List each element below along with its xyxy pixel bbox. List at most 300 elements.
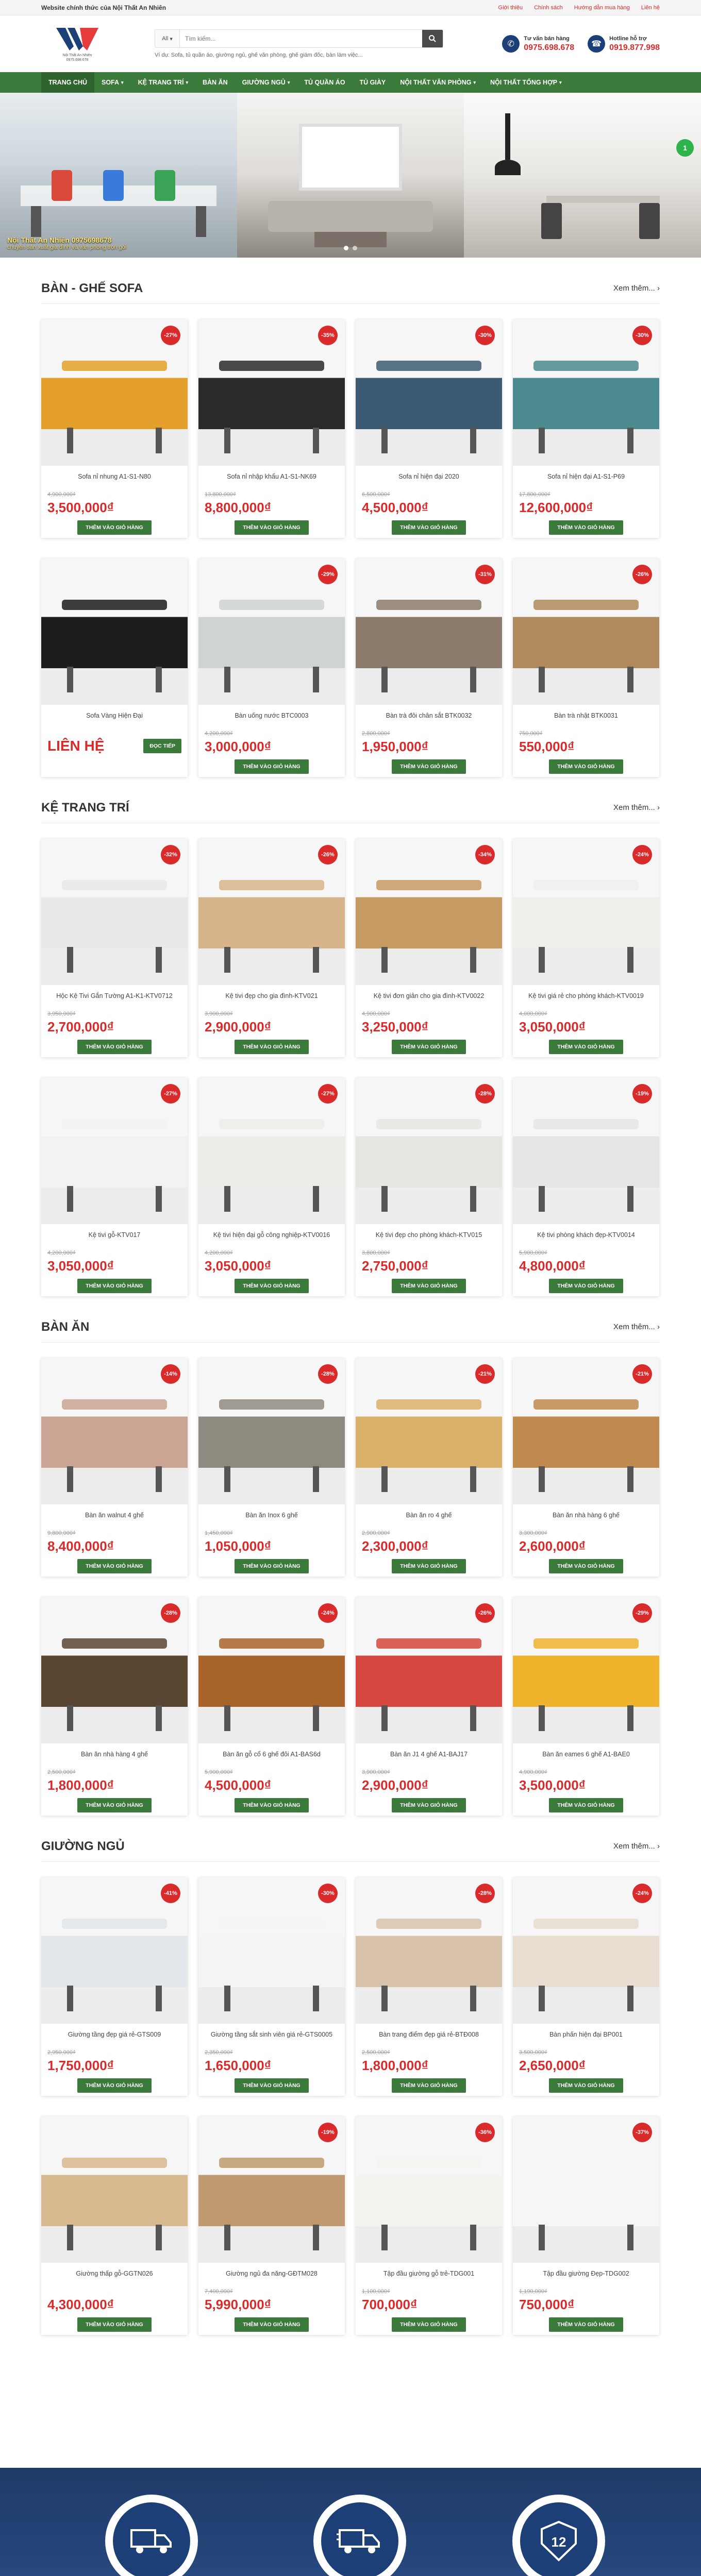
add-to-cart-button[interactable]: THÊM VÀO GIỎ HÀNG: [235, 520, 308, 535]
read-more-button[interactable]: ĐỌC TIẾP: [143, 739, 181, 753]
nav-item-label: KỆ TRANG TRÍ: [138, 79, 184, 86]
nav-item-7[interactable]: [393, 72, 483, 93]
section-title[interactable]: GIƯỜNG NGỦ: [41, 1839, 125, 1853]
product-price: [41, 1769, 188, 1794]
hotline-sales-label: Tư vấn bán hàng: [524, 35, 570, 42]
sale-badge: -36%: [475, 2123, 495, 2142]
search-category-select[interactable]: All ▾: [155, 30, 180, 47]
banner-dots: [344, 246, 357, 250]
product-price: [356, 731, 502, 755]
nav-item-2[interactable]: [131, 72, 195, 93]
product-image[interactable]: [356, 839, 502, 985]
add-to-cart-button[interactable]: THÊM VÀO GIỎ HÀNG: [235, 1040, 308, 1054]
add-to-cart-button[interactable]: THÊM VÀO GIỎ HÀNG: [235, 2078, 308, 2093]
top-link-about[interactable]: Giới thiệu: [498, 5, 523, 11]
product-name[interactable]: Bàn trang điểm đẹp giá rẻ-BTĐ008: [379, 2031, 479, 2038]
view-more-link[interactable]: [613, 803, 660, 812]
product-grid: [41, 1358, 660, 1816]
old-price: 2,800,000₫: [362, 731, 390, 737]
product-image[interactable]: [513, 319, 659, 466]
add-to-cart-button[interactable]: THÊM VÀO GIỎ HÀNG: [77, 1798, 151, 1812]
product-image[interactable]: [513, 1597, 659, 1743]
product-card[interactable]: [513, 1597, 659, 1816]
services-band: [0, 2468, 701, 2576]
old-price: 3,900,000₫: [362, 1769, 390, 1775]
product-image[interactable]: [41, 1358, 188, 1504]
product-name[interactable]: Bàn trà đôi chân sắt BTK0032: [386, 712, 472, 719]
product-price: [513, 2049, 659, 2074]
product-image[interactable]: [356, 1078, 502, 1224]
sale-price: 550,000₫: [519, 739, 575, 754]
old-price: 9,800,000₫: [47, 1530, 76, 1536]
sale-price: 4,300,000₫: [47, 2297, 114, 2312]
add-to-cart-button[interactable]: THÊM VÀO GIỎ HÀNG: [392, 2078, 465, 2093]
chat-badge-count: 1: [683, 144, 687, 152]
chevron-right-icon: ›: [657, 284, 660, 293]
product-name[interactable]: Bàn ăn ro 4 ghế: [406, 1512, 452, 1519]
nav-item-label: TRANG CHỦ: [48, 79, 87, 86]
sale-badge: -28%: [475, 1884, 495, 1903]
add-to-cart-button[interactable]: THÊM VÀO GIỎ HÀNG: [235, 1798, 308, 1812]
add-to-cart-button[interactable]: THÊM VÀO GIỎ HÀNG: [392, 1798, 465, 1812]
product-image[interactable]: [198, 1877, 345, 2024]
product-name[interactable]: Bàn ăn walnut 4 ghế: [85, 1512, 144, 1519]
product-name[interactable]: Giường ngủ đa năng-GĐTM028: [226, 2270, 318, 2277]
old-price: 13,800,000₫: [205, 492, 236, 498]
product-name[interactable]: Kệ tivi gỗ-KTV017: [88, 1231, 141, 1239]
sale-price: 2,650,000₫: [519, 2058, 586, 2073]
banner-image-living: [237, 93, 464, 258]
product-image[interactable]: [356, 1358, 502, 1504]
product-card[interactable]: [198, 839, 345, 1057]
chevron-down-icon: ▾: [559, 79, 562, 85]
banner-caption-sub: chuyên sản xuất gia đình và văn phòng trọn gói: [7, 244, 127, 250]
product-image[interactable]: [41, 1877, 188, 2024]
product-price: [356, 1530, 502, 1555]
banner-caption-title: Nội Thất An Nhiên 0975698678: [7, 236, 112, 244]
product-name[interactable]: Sofa nỉ hiện đại 2020: [398, 473, 459, 480]
product-price: [198, 2049, 345, 2074]
product-card[interactable]: [41, 1597, 188, 1816]
sale-badge: -29%: [632, 1603, 652, 1623]
product-image[interactable]: [198, 839, 345, 985]
product-price: [198, 2289, 345, 2313]
product-image[interactable]: [513, 2116, 659, 2263]
sale-badge: -30%: [475, 326, 495, 345]
nav-item-label: NỘI THẤT TỔNG HỢP: [490, 79, 558, 86]
product-image[interactable]: [513, 1877, 659, 2024]
main-nav: [0, 72, 701, 93]
hotline-support[interactable]: [588, 35, 660, 53]
product-card[interactable]: [356, 319, 502, 538]
product-grid: [41, 839, 660, 1296]
search-icon: [428, 35, 437, 43]
top-link-guide[interactable]: Hướng dẫn mua hàng: [574, 5, 630, 11]
warranty-badge-number: 12: [551, 2534, 566, 2550]
product-section: [41, 792, 660, 1296]
product-card[interactable]: [513, 839, 659, 1057]
nav-item-8[interactable]: [483, 72, 569, 93]
view-more-label: Xem thêm...: [613, 1323, 655, 1331]
chevron-down-icon: ▾: [473, 79, 476, 85]
view-more-link[interactable]: [613, 284, 660, 293]
hotline-support-number: 0919.877.998: [609, 43, 660, 52]
product-name[interactable]: Hộc Kệ Tivi Gắn Tường A1-K1-KTV0712: [56, 992, 173, 999]
product-card[interactable]: [198, 319, 345, 538]
product-image[interactable]: [198, 1078, 345, 1224]
add-to-cart-button[interactable]: THÊM VÀO GIỎ HÀNG: [77, 520, 151, 535]
product-card[interactable]: [41, 1078, 188, 1296]
contact-price[interactable]: LIÊN HỆ: [47, 738, 105, 754]
product-card[interactable]: [513, 558, 659, 777]
product-section: [41, 1312, 660, 1816]
product-image[interactable]: [198, 1358, 345, 1504]
sale-badge: -37%: [632, 2123, 652, 2142]
sale-price: 3,250,000₫: [362, 1019, 429, 1035]
service-delivery: [93, 2495, 210, 2576]
old-price: 3,300,000₫: [519, 1530, 547, 1536]
chevron-right-icon: ›: [657, 1323, 660, 1331]
product-name[interactable]: Kệ tivi đơn giản cho gia đình-KTV0022: [373, 992, 485, 999]
product-card[interactable]: [356, 839, 502, 1057]
old-price: 3,800,000₫: [362, 1250, 390, 1256]
nav-item-1[interactable]: [94, 72, 131, 93]
search-input[interactable]: [180, 30, 422, 47]
sale-price: 3,050,000₫: [47, 1258, 114, 1274]
product-name[interactable]: Tập đầu giường gỗ trẻ-TDG001: [383, 2270, 475, 2277]
hotline-support-label: Hotline hỗ trợ: [609, 35, 647, 42]
product-price: [41, 1530, 188, 1555]
add-to-cart-button[interactable]: THÊM VÀO GIỎ HÀNG: [77, 1279, 151, 1293]
chat-bubble-icon[interactable]: [676, 139, 694, 157]
view-more-label: Xem thêm...: [613, 284, 655, 293]
nav-item-label: BÀN ĂN: [203, 79, 228, 86]
product-name[interactable]: Kệ tivi đẹp cho gia đình-KTV021: [225, 992, 318, 999]
product-name[interactable]: Bàn ăn nhà hàng 6 ghế: [553, 1512, 620, 1519]
product-name[interactable]: Bàn ăn gỗ cổ 6 ghế đôi A1-BAS6d: [223, 1751, 321, 1758]
product-name[interactable]: Bàn uống nước BTC0003: [235, 712, 309, 719]
section-title[interactable]: BÀN ĂN: [41, 1319, 90, 1334]
add-to-cart-button[interactable]: THÊM VÀO GIỎ HÀNG: [392, 1040, 465, 1054]
product-name[interactable]: Bàn ăn eames 6 ghế A1-BAE0: [542, 1751, 630, 1758]
section-header: [41, 1312, 660, 1343]
old-price: 1,100,000₫: [362, 2289, 390, 2295]
section-header: [41, 792, 660, 823]
old-price: [47, 2289, 181, 2297]
add-to-cart-button[interactable]: THÊM VÀO GIỎ HÀNG: [77, 2078, 151, 2093]
old-price: 4,900,000₫: [362, 1011, 390, 1017]
product-card[interactable]: [41, 1358, 188, 1577]
sale-price: 3,500,000₫: [519, 1777, 586, 1793]
product-image[interactable]: [198, 319, 345, 466]
add-to-cart-button[interactable]: THÊM VÀO GIỎ HÀNG: [77, 1559, 151, 1573]
sale-badge: -28%: [475, 1084, 495, 1104]
old-price: 4,200,000₫: [205, 1250, 233, 1256]
product-price: [41, 1011, 188, 1036]
search-box: [155, 29, 443, 48]
product-name[interactable]: Sofa nỉ hiện đại A1-S1-P69: [547, 473, 625, 480]
product-card[interactable]: [41, 319, 188, 538]
hero-banner[interactable]: [0, 93, 701, 258]
sale-badge: -41%: [161, 1884, 180, 1903]
service-warranty: [510, 2495, 608, 2576]
old-price: 4,900,000₫: [519, 1769, 547, 1775]
product-card[interactable]: [513, 1078, 659, 1296]
old-price: 3,500,000₫: [519, 2049, 547, 2056]
product-image[interactable]: [198, 1597, 345, 1743]
view-more-link[interactable]: [613, 1842, 660, 1851]
sale-price: 1,800,000₫: [362, 2058, 429, 2073]
product-image[interactable]: [41, 839, 188, 985]
add-to-cart-button[interactable]: THÊM VÀO GIỎ HÀNG: [77, 1040, 151, 1054]
product-image[interactable]: [41, 558, 188, 705]
product-image[interactable]: [356, 1877, 502, 2024]
product-name[interactable]: Kệ tivi đẹp cho phòng khách-KTV015: [375, 1231, 482, 1239]
product-image[interactable]: [513, 839, 659, 985]
sale-badge: -30%: [632, 326, 652, 345]
chevron-down-icon: ▾: [121, 79, 124, 85]
add-to-cart-button[interactable]: THÊM VÀO GIỎ HÀNG: [392, 1559, 465, 1573]
top-link-policy[interactable]: Chính sách: [534, 5, 563, 11]
product-name[interactable]: Bàn ăn Inox 6 ghế: [245, 1512, 298, 1519]
add-to-cart-button[interactable]: THÊM VÀO GIỎ HÀNG: [235, 759, 308, 774]
product-image[interactable]: [513, 558, 659, 705]
sale-price: 1,650,000₫: [205, 2058, 272, 2073]
old-price: 2,350,000₫: [205, 2049, 233, 2056]
product-price: [198, 492, 345, 516]
add-to-cart-button[interactable]: THÊM VÀO GIỎ HÀNG: [392, 520, 465, 535]
product-name[interactable]: Giường tầng đẹp giá rẻ-GTS009: [68, 2031, 161, 2038]
add-to-cart-button[interactable]: THÊM VÀO GIỎ HÀNG: [549, 1279, 623, 1293]
logo-text: Nội Thất An Nhiên: [62, 54, 92, 57]
product-card[interactable]: [41, 839, 188, 1057]
old-price: 1,450,000₫: [205, 1530, 233, 1536]
product-image[interactable]: [356, 1597, 502, 1743]
old-price: 7,400,000₫: [205, 2289, 233, 2295]
sale-badge: -32%: [161, 845, 180, 865]
add-to-cart-button[interactable]: THÊM VÀO GIỎ HÀNG: [392, 2317, 465, 2332]
headset-icon: ☎: [588, 35, 605, 53]
product-card[interactable]: [356, 1358, 502, 1577]
product-price: [513, 1530, 659, 1555]
nav-item-6[interactable]: [353, 72, 393, 93]
product-name[interactable]: Kệ tivi hiện đại gỗ công nghiệp-KTV0016: [213, 1231, 330, 1239]
sale-badge: -30%: [318, 1884, 338, 1903]
product-image[interactable]: [41, 1078, 188, 1224]
search-button[interactable]: [422, 30, 443, 47]
view-more-label: Xem thêm...: [613, 803, 655, 812]
product-section: [41, 273, 660, 777]
header-hotlines: [502, 35, 660, 53]
nav-item-0[interactable]: [41, 72, 94, 93]
product-name[interactable]: Bàn phấn hiện đại BP001: [549, 2031, 623, 2038]
add-to-cart-button[interactable]: THÊM VÀO GIỎ HÀNG: [549, 759, 623, 774]
old-price: 2,500,000₫: [362, 2049, 390, 2056]
add-to-cart-button[interactable]: THÊM VÀO GIỎ HÀNG: [77, 2317, 151, 2332]
nav-item-label: GIƯỜNG NGỦ: [242, 79, 286, 86]
product-card[interactable]: [41, 1877, 188, 2096]
add-to-cart-button[interactable]: THÊM VÀO GIỎ HÀNG: [549, 520, 623, 535]
sale-badge: -21%: [632, 1364, 652, 1384]
product-image[interactable]: [41, 2116, 188, 2263]
hotline-sales[interactable]: [502, 35, 574, 53]
add-to-cart-button[interactable]: THÊM VÀO GIỎ HÀNG: [235, 1279, 308, 1293]
banner-image-office: [0, 93, 237, 258]
hotline-sales-number: 0975.698.678: [524, 43, 575, 52]
product-image[interactable]: [356, 2116, 502, 2263]
add-to-cart-button[interactable]: THÊM VÀO GIỎ HÀNG: [549, 1040, 623, 1054]
product-card[interactable]: [198, 1597, 345, 1816]
section-title[interactable]: BÀN - GHẾ SOFA: [41, 281, 143, 295]
product-name[interactable]: Giường thấp gỗ-GGTN026: [76, 2270, 153, 2277]
sale-badge: -26%: [475, 1603, 495, 1623]
product-card[interactable]: [198, 1078, 345, 1296]
install-truck-icon: [313, 2495, 406, 2576]
old-price: 1,190,000₫: [519, 2289, 547, 2295]
old-price: 750,000₫: [519, 731, 543, 737]
sale-badge: -24%: [318, 1603, 338, 1623]
product-card[interactable]: [198, 558, 345, 777]
product-price: [41, 2049, 188, 2074]
add-to-cart-button[interactable]: THÊM VÀO GIỎ HÀNG: [549, 2078, 623, 2093]
product-name[interactable]: Sofa nỉ nhung A1-S1-N80: [78, 473, 151, 480]
product-image[interactable]: [198, 2116, 345, 2263]
view-more-label: Xem thêm...: [613, 1842, 655, 1851]
site-header: [0, 15, 701, 72]
product-name[interactable]: Bàn ăn J1 4 ghế A1-BAJ17: [390, 1751, 468, 1758]
old-price: 4,200,000₫: [47, 1250, 76, 1256]
product-image[interactable]: [41, 319, 188, 466]
product-image[interactable]: [198, 558, 345, 705]
add-to-cart-button[interactable]: THÊM VÀO GIỎ HÀNG: [549, 1798, 623, 1812]
product-section: [41, 1831, 660, 2335]
old-price: 3,900,000₫: [205, 1011, 233, 1017]
product-card[interactable]: [356, 1597, 502, 1816]
chevron-down-icon: ▾: [186, 79, 188, 85]
old-price: 2,900,000₫: [362, 1530, 390, 1536]
sale-price: 4,800,000₫: [519, 1258, 586, 1274]
product-name[interactable]: Kệ tivi phòng khách đẹp-KTV0014: [537, 1231, 635, 1239]
product-price: [198, 1530, 345, 1555]
sale-badge: -19%: [318, 2123, 338, 2142]
sale-price: 2,750,000₫: [362, 1258, 429, 1274]
sale-badge: -21%: [475, 1364, 495, 1384]
product-card[interactable]: [513, 1358, 659, 1577]
product-price: [513, 492, 659, 516]
section-title[interactable]: KỆ TRANG TRÍ: [41, 800, 129, 815]
product-price: [356, 2049, 502, 2074]
product-card[interactable]: [198, 2116, 345, 2335]
product-price: [198, 1250, 345, 1275]
search-hint: Ví dụ: Sofa, tủ quần áo, giường ngủ, ghế văn phòng, ghế giám đốc, bàn làm việc...: [155, 52, 363, 58]
product-card[interactable]: [198, 1877, 345, 2096]
sale-price: 2,300,000₫: [362, 1538, 429, 1554]
chevron-down-icon: ▾: [287, 79, 290, 85]
old-price: 17,800,000₫: [519, 492, 550, 498]
old-price: 4,000,000₫: [519, 1011, 547, 1017]
product-price: [41, 2289, 188, 2313]
product-name[interactable]: Giường tầng sắt sinh viên giá rẻ-GTS0005: [210, 2031, 333, 2038]
add-to-cart-button[interactable]: THÊM VÀO GIỎ HÀNG: [235, 2317, 308, 2332]
nav-item-5[interactable]: [297, 72, 352, 93]
old-price: 5,900,000₫: [519, 1250, 547, 1256]
warranty-badge-icon: [512, 2495, 605, 2576]
product-price: [513, 1011, 659, 1036]
view-more-link[interactable]: [613, 1323, 660, 1331]
contact-row: [41, 738, 188, 754]
product-name[interactable]: Sofa nỉ nhập khẩu A1-S1-NK69: [227, 473, 316, 480]
product-card[interactable]: [356, 2116, 502, 2335]
top-link-contact[interactable]: Liên hệ: [641, 5, 660, 11]
banner-dot[interactable]: [353, 246, 357, 250]
sale-badge: -29%: [318, 565, 338, 584]
product-name[interactable]: Bàn ăn nhà hàng 4 ghế: [81, 1751, 148, 1758]
product-card[interactable]: [513, 1877, 659, 2096]
product-name[interactable]: Bàn trà nhật BTK0031: [554, 712, 618, 719]
sale-badge: -35%: [318, 326, 338, 345]
sale-badge: -31%: [475, 565, 495, 584]
section-header: [41, 273, 660, 304]
section-header: [41, 1831, 660, 1862]
product-image[interactable]: [356, 319, 502, 466]
product-card[interactable]: [41, 2116, 188, 2335]
sale-price: 1,950,000₫: [362, 739, 429, 754]
product-price: [198, 731, 345, 755]
product-name[interactable]: Tập đầu giường Đẹp-TDG002: [543, 2270, 629, 2277]
product-price: [198, 1011, 345, 1036]
search-category-value: All: [162, 36, 169, 42]
product-image[interactable]: [41, 1597, 188, 1743]
banner-caption: [7, 236, 126, 250]
product-image[interactable]: [513, 1078, 659, 1224]
product-price: [513, 2289, 659, 2313]
product-image[interactable]: [513, 1358, 659, 1504]
product-price: [41, 492, 188, 516]
site-logo[interactable]: [41, 21, 113, 66]
product-price: [513, 1250, 659, 1275]
sale-price: 1,750,000₫: [47, 2058, 114, 2073]
add-to-cart-button[interactable]: THÊM VÀO GIỎ HÀNG: [235, 1559, 308, 1573]
sale-price: 4,500,000₫: [362, 500, 429, 515]
product-image[interactable]: [356, 558, 502, 705]
product-name[interactable]: Sofa Vàng Hiện Đại: [86, 712, 143, 719]
sale-price: 3,050,000₫: [205, 1258, 272, 1274]
product-card[interactable]: [356, 1877, 502, 2096]
product-card[interactable]: [513, 2116, 659, 2335]
sale-badge: -27%: [161, 326, 180, 345]
product-card[interactable]: [41, 558, 188, 777]
sale-badge: -26%: [632, 565, 652, 584]
product-name[interactable]: Kệ tivi giá rẻ cho phòng khách-KTV0019: [528, 992, 644, 999]
add-to-cart-button[interactable]: THÊM VÀO GIỎ HÀNG: [392, 1279, 465, 1293]
product-grid: [41, 319, 660, 777]
banner-dot[interactable]: [344, 246, 348, 250]
product-card[interactable]: [198, 1358, 345, 1577]
product-card[interactable]: [356, 558, 502, 777]
logo-mark-icon: [54, 26, 101, 53]
sale-price: 700,000₫: [362, 2297, 418, 2312]
product-card[interactable]: [513, 319, 659, 538]
add-to-cart-button[interactable]: THÊM VÀO GIỎ HÀNG: [549, 2317, 623, 2332]
nav-item-3[interactable]: [195, 72, 235, 93]
sale-badge: -24%: [632, 1884, 652, 1903]
sale-badge: -28%: [318, 1364, 338, 1384]
add-to-cart-button[interactable]: THÊM VÀO GIỎ HÀNG: [392, 759, 465, 774]
old-price: 3,950,000₫: [47, 1011, 76, 1017]
add-to-cart-button[interactable]: THÊM VÀO GIỎ HÀNG: [549, 1559, 623, 1573]
product-card[interactable]: [356, 1078, 502, 1296]
nav-item-4[interactable]: [235, 72, 297, 93]
